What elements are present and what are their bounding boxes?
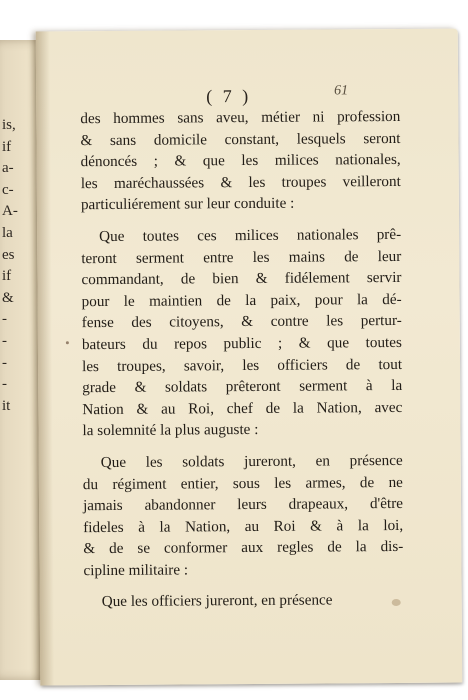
- paragraph: [80, 106, 401, 216]
- facing-page-fragment: la: [2, 225, 13, 241]
- paragraph: [81, 224, 402, 442]
- page-text-body: [80, 106, 404, 613]
- text-line: bateurs du repos public ; & que toutes: [81, 333, 402, 354]
- text-line: Que toutes ces milices nationales prê-: [99, 225, 402, 246]
- page-number: ( 7 ): [206, 85, 252, 107]
- text-line: particuliérement sur leur conduite :: [80, 195, 295, 214]
- facing-page-fragment: -: [2, 311, 7, 328]
- text-line: Que les officiers jureront, en présence: [101, 591, 333, 611]
- facing-page-fragment: a-: [2, 160, 14, 177]
- facing-page-fragment: -: [2, 333, 7, 349]
- paragraph: [84, 589, 404, 613]
- text-line: & sans domicile constant, lesquels seront: [80, 129, 401, 149]
- facing-page-fragment: it: [2, 397, 11, 414]
- text-line: & de se conformer aux regles de la dis-: [83, 538, 404, 558]
- text-line: pour le maintien de la paix, pour la dé-: [81, 290, 402, 310]
- text-line: la solemnité la plus auguste :: [82, 421, 259, 440]
- text-line: cipline militaire :: [83, 561, 189, 580]
- text-line: jamais abandonner leurs drapeaux, d'être: [82, 495, 404, 515]
- book-page: [36, 29, 463, 686]
- text-line: commandant, de bien & fidélement servir: [81, 269, 402, 289]
- paragraph: [83, 450, 404, 582]
- text-line: teront serment entre les mains de leur: [81, 247, 402, 267]
- text-line: fense des citoyens, & contre les pertur-: [81, 312, 402, 332]
- facing-page-fragment: -: [2, 354, 7, 371]
- facing-page-fragment: -: [2, 376, 7, 393]
- text-line: Nation & au Roi, chef de la Nation, avec: [82, 398, 403, 418]
- text-line: grade & soldats prêteront serment à la: [82, 377, 403, 397]
- facing-page-fragment: if: [2, 138, 12, 155]
- foxing-spot: [392, 599, 401, 606]
- foxing-spot: [66, 341, 69, 344]
- facing-page-fragment: c-: [2, 181, 14, 198]
- text-line: du régiment entier, sous les armes, de ne: [82, 473, 403, 493]
- facing-page-fragment: is,: [2, 117, 16, 133]
- text-line: les maréchaussées & les troupes veilleront: [80, 172, 401, 192]
- text-line: les troupes, savoir, les officiers de tout: [82, 355, 403, 375]
- text-line: fideles à la Nation, au Roi & à la loi,: [83, 516, 404, 536]
- facing-page-fragment: A-: [2, 203, 18, 220]
- facing-page-fragment: &: [2, 289, 14, 306]
- facing-page-fragment: if: [2, 268, 12, 285]
- text-line: dénoncés ; & que les milices nationales,: [80, 151, 401, 171]
- facing-page-fragment: es: [2, 246, 15, 263]
- text-line: Que les soldats jureront, en présence: [100, 451, 403, 471]
- handwritten-folio-number: 61: [334, 83, 349, 99]
- text-line: des hommes sans aveu, métier ni profession: [80, 107, 401, 128]
